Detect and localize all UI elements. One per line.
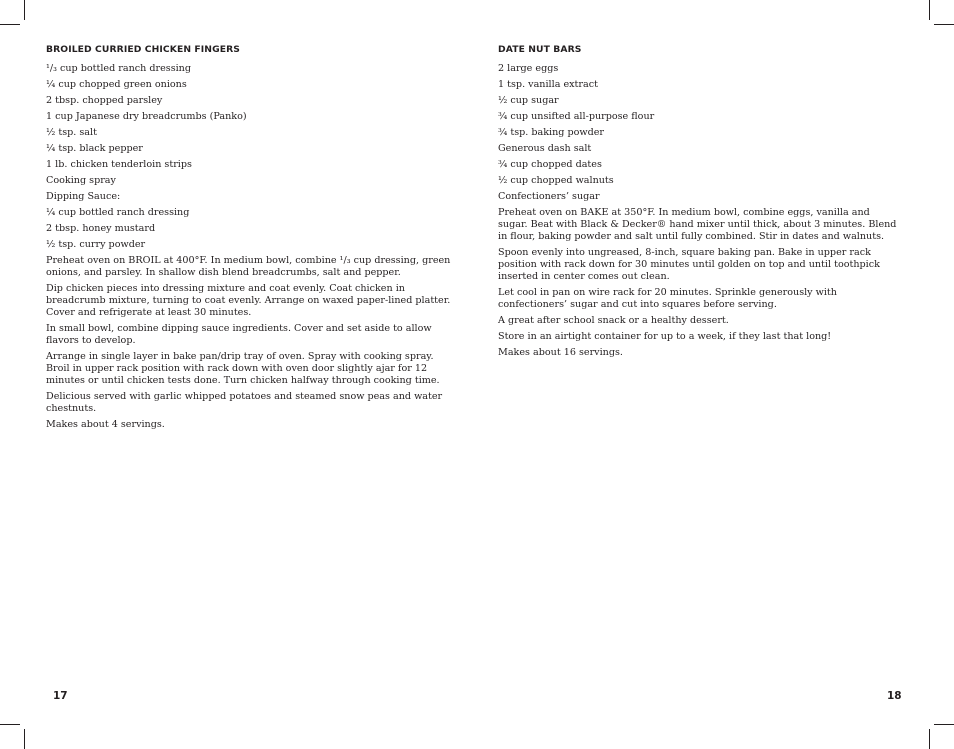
ingredient-item: ½ cup chopped walnuts [498, 175, 614, 186]
page-number-right: 18 [887, 690, 902, 702]
crop-mark-bottom-left-h [0, 724, 20, 725]
direction-paragraph: Makes about 16 servings. [498, 347, 623, 358]
direction-paragraph: In small bowl, combine dipping sauce ingredients. Cover and set aside to allow flavors to develop. [46, 323, 432, 346]
directions [498, 207, 898, 359]
direction-paragraph: Dip chicken pieces into dressing mixture and coat evenly. Coat chicken in breadcrumb mixture, turning to coat evenly. Arrange on waxed paper-lined platter. Cover and refrigerate at least 30 minutes. [46, 283, 451, 318]
page-number-left: 17 [53, 690, 68, 702]
ingredient-item: 2 tbsp. honey mustard [46, 223, 156, 234]
direction-paragraph: Store in an airtight container for up to a week, if they last that long! [498, 331, 832, 342]
crop-mark-bottom-right-h [934, 724, 954, 725]
crop-mark-bottom-right-v [929, 729, 930, 749]
directions [46, 255, 454, 431]
ingredient-item: Dipping Sauce: [46, 191, 121, 202]
ingredient-item: ¼ cup chopped green onions [46, 79, 187, 90]
crop-mark-bottom-left-v [24, 729, 25, 749]
ingredient-item: 1 cup Japanese dry breadcrumbs (Panko) [46, 111, 247, 122]
crop-mark-top-left-v [24, 0, 25, 20]
ingredient-item: 1 lb. chicken tenderloin strips [46, 159, 192, 170]
ingredient-item: ½ tsp. curry powder [46, 239, 146, 250]
recipe-title: DATE NUT BARS [498, 44, 582, 55]
direction-paragraph: Delicious served with garlic whipped potatoes and steamed snow peas and water chestnuts. [46, 391, 443, 414]
ingredient-item: ¹/₃ cup bottled ranch dressing [46, 63, 192, 74]
ingredient-item: ½ tsp. salt [46, 127, 97, 138]
ingredient-item: 2 large eggs [498, 63, 559, 74]
direction-paragraph: Arrange in single layer in bake pan/drip tray of oven. Spray with cooking spray. Broil in upper rack position with rack down with oven door slightly ajar for 12 minutes or until chicken tests done. Turn chicken halfway through cooking time. [46, 351, 440, 386]
ingredient-item: 1 tsp. vanilla extract [498, 79, 598, 90]
direction-paragraph: Let cool in pan on wire rack for 20 minutes. Sprinkle generously with confectioners’ sugar and cut into squares before serving. [498, 287, 837, 310]
ingredient-item: ¾ cup chopped dates [498, 159, 602, 170]
ingredient-item: Generous dash salt [498, 143, 592, 154]
ingredient-list [46, 63, 454, 255]
ingredient-item: ¾ cup unsifted all-purpose flour [498, 111, 655, 122]
right-page-recipe [498, 44, 898, 363]
ingredient-item: Cooking spray [46, 175, 116, 186]
ingredient-item: ½ cup sugar [498, 95, 559, 106]
direction-paragraph: Makes about 4 servings. [46, 419, 165, 430]
recipe-title: BROILED CURRIED CHICKEN FINGERS [46, 44, 241, 55]
ingredient-list [498, 63, 898, 207]
direction-paragraph: A great after school snack or a healthy dessert. [498, 315, 729, 326]
crop-mark-top-right-h [934, 24, 954, 25]
ingredient-item: ¼ tsp. black pepper [46, 143, 143, 154]
crop-mark-top-right-v [929, 0, 930, 20]
ingredient-item: ¼ cup bottled ranch dressing [46, 207, 190, 218]
ingredient-item: ¾ tsp. baking powder [498, 127, 605, 138]
direction-paragraph: Spoon evenly into ungreased, 8-inch, square baking pan. Bake in upper rack position with rack down for 30 minutes until golden on top and until toothpick inserted in center comes out clean. [498, 247, 880, 282]
crop-mark-top-left-h [0, 24, 20, 25]
direction-paragraph: Preheat oven on BROIL at 400°F. In medium bowl, combine ¹/₃ cup dressing, green onions, and parsley. In shallow dish blend breadcrumbs, salt and pepper. [46, 255, 451, 278]
ingredient-item: 2 tbsp. chopped parsley [46, 95, 163, 106]
left-page-recipe [46, 44, 454, 435]
ingredient-item: Confectioners’ sugar [498, 191, 600, 202]
direction-paragraph: Preheat oven on BAKE at 350°F. In medium bowl, combine eggs, vanilla and sugar. Beat with Black & Decker® hand mixer until thick, about 3 minutes. Blend in flour, baking powder and salt until fully combined. Stir in dates and walnuts. [498, 207, 897, 242]
